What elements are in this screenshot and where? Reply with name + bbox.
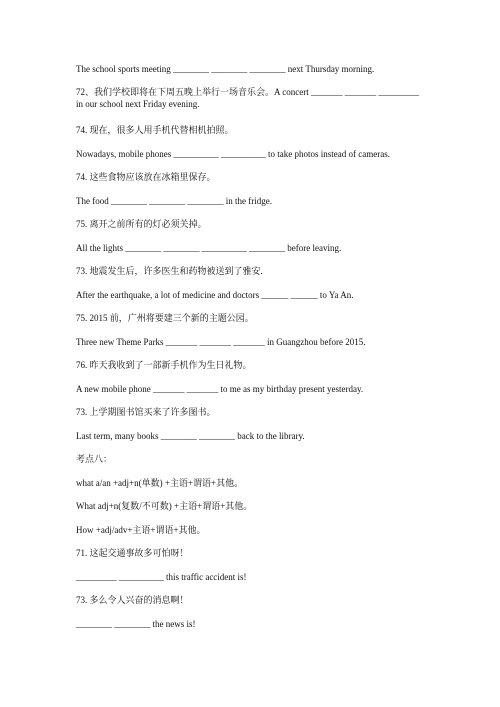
exercise-answer-line: The food ________ ________ ________ in the fridge.: [76, 196, 272, 206]
exercise-answer-line: All the lights ________ ________ __________ ________ before leaving.: [76, 243, 342, 253]
exercise-prompt-line: 73. 多么令人兴奋的消息啊！: [76, 595, 189, 605]
exercise-answer-line: ________ ________ the news is!: [76, 619, 196, 629]
exercise-answer-line: A new mobile phone _______ _______ to me as my birthday present yesterday.: [76, 384, 364, 394]
exercise-answer-line: Last term, many books ________ ________ back to the library.: [76, 431, 305, 441]
exercise-answer-line: Nowadays, mobile phones __________ __________ to take photos instead of cameras.: [76, 149, 390, 159]
exercise-prompt-line: 74. 现在，很多人用手机代替相机拍照。: [76, 125, 234, 135]
exercise-prompt-line: 75. 离开之前所有的灯必须关掉。: [76, 219, 207, 229]
exercise-answer-line: Three new Theme Parks _______ _______ _______ in Guangzhou before 2015.: [76, 337, 366, 347]
exercise-prompt-line: 73. 地震发生后，许多医生和药物被送到了雅安.: [76, 266, 263, 276]
grammar-rule-line: What adj+n(复数/不可数) +主语+谓语+其他。: [76, 501, 253, 511]
grammar-rule-line: How +adj/adv+主语+谓语+其他。: [76, 525, 206, 535]
section-heading: 考点八：: [76, 454, 113, 464]
exercise-prompt-line: 71. 这起交通事故多可怕呀！: [76, 548, 189, 558]
exercise-prompt-line: 75. 2015 前，广州将要建三个新的主题公园。: [76, 313, 254, 323]
exercise-answer-line: After the earthquake, a lot of medicine and doctors ______ ______ to Ya An.: [76, 290, 354, 300]
exercise-answer-line: The school sports meeting ________ ________ ________ next Thursday morning.: [76, 64, 375, 74]
exercise-answer-line: _________ __________ this traffic accident is!: [76, 572, 247, 582]
exercise-prompt-line: 76. 昨天我收到了一部新手机作为生日礼物。: [76, 360, 252, 370]
exercise-prompt-line: 73. 上学期图书馆买来了许多图书。: [76, 407, 216, 417]
grammar-rule-line: what a/an +adj+n(单数) +主语+谓语+其他。: [76, 478, 244, 488]
exercise-prompt-line: 74. 这些食物应该放在冰箱里保存。: [76, 172, 216, 182]
exercise-prompt-line: 72、我们学校即将在下周五晚上举行一场音乐会。A concert _______ _______ _________ in our school next Friday evening.: [76, 87, 419, 109]
